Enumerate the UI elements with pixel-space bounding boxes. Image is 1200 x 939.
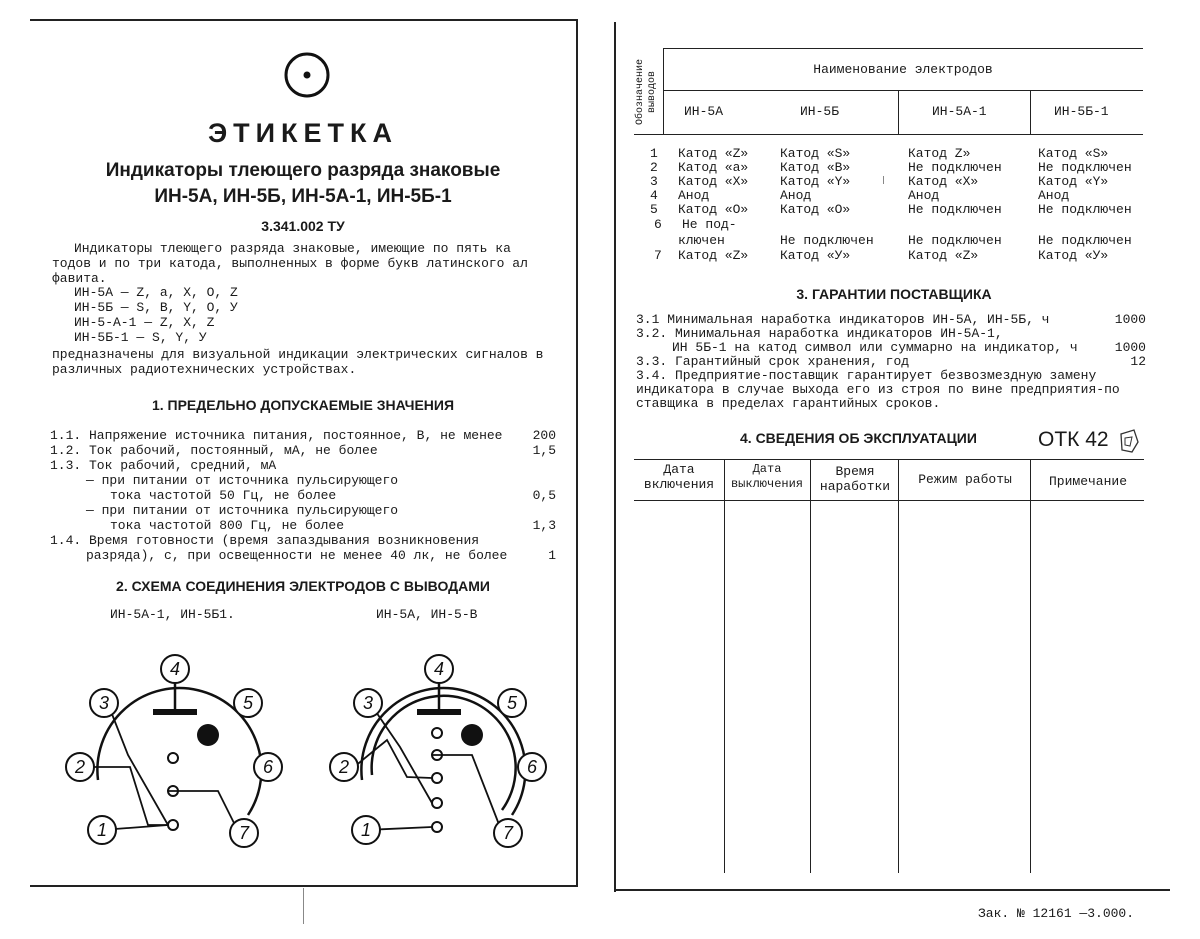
spec-value: 1,5 <box>532 443 556 458</box>
spec-text: — при питании от источника пульсирующего <box>86 503 399 518</box>
section1-list <box>50 428 556 568</box>
intro-line: Индикаторы тлеющего разряда знаковые, имеющие по пять ка <box>74 241 511 256</box>
section4-title: 4. СВЕДЕНИЯ ОБ ЭКСПЛУАТАЦИИ <box>740 430 977 446</box>
heading-line2: ИН-5А, ИН-5Б, ИН-5А-1, ИН-5Б-1 <box>154 186 452 207</box>
spec-value: 1,3 <box>532 518 556 533</box>
pin-diagram-in5a <box>322 645 562 855</box>
log-col-header: Режим работы <box>918 472 1012 487</box>
section1-title: 1. ПРЕДЕЛЬНО ДОПУСКАЕМЫЕ ЗНАЧЕНИЯ <box>151 397 455 413</box>
crop-mark <box>303 888 304 924</box>
col-header: ИН-5А-1 <box>932 104 987 119</box>
log-col-header: Дата выключения <box>730 462 803 491</box>
heading-line1: Индикаторы тлеющего разряда знаковые <box>105 160 501 181</box>
log-col-header: Время наработки <box>819 464 891 494</box>
tu-number: 3.341.002 ТУ <box>261 218 345 234</box>
intro-line: фавита. <box>52 271 107 286</box>
print-order-footer: Зак. № 12161 —3.000. <box>978 906 1135 921</box>
table-header-main: Наименование электродов <box>813 62 993 77</box>
spec-value: 1 <box>548 548 556 563</box>
section2-title: 2. СХЕМА СОЕДИНЕНИЯ ЭЛЕКТРОДОВ С ВЫВОДАМИ <box>116 578 490 594</box>
spec-text: 1.3. Ток рабочий, средний, мА <box>50 458 277 473</box>
table-header-side: Обозначение выводов <box>635 59 658 126</box>
spec-text: разряда), с, при освещенности не менее 40 лк, не более <box>86 548 508 563</box>
type-line: ИН-5-А-1 — Z, X, Z <box>74 315 215 330</box>
emblem-icon <box>282 50 332 100</box>
type-line: ИН-5Б-1 — S, Y, У <box>74 330 207 345</box>
svg-text:3: 3 <box>98 693 110 713</box>
spec-text: 1.4. Время готовности (время запаздывания возникновения <box>50 533 480 548</box>
spec-text: тока частотой 50 Гц, не более <box>110 488 337 503</box>
purpose-line: предназначены для визуальной индикации электрических сигналов в <box>52 347 544 362</box>
purpose-line: различных радиотехнических устройствах. <box>52 362 357 377</box>
pin-diagram-in5a1 <box>58 645 298 855</box>
section3-list: 3.1 Минимальная наработка индикаторов ИН-5А, ИН-5Б, ч 1000 3.2. Минимальная наработка индикаторов ИН-5А-1, ИН 5Б-1 на катод символ или суммарно на индикатор, ч 1000 3.3. Гарантийный срок хранения, год 12 3.4. Предприятие-поставщик гарантирует безвозмездную замену индикатора в случае выхода его из строя по вине предприятия-по ставщика в пределах гарантийных сроков. <box>636 312 1146 411</box>
svg-text:2: 2 <box>74 757 86 777</box>
svg-text:4: 4 <box>433 659 445 679</box>
svg-text:6: 6 <box>262 757 274 777</box>
svg-text:1: 1 <box>360 820 372 840</box>
svg-text:7: 7 <box>238 823 250 843</box>
col-header: ИН-5А <box>684 104 724 119</box>
svg-text:6: 6 <box>526 757 538 777</box>
scheme-right-label: ИН-5А, ИН-5-В <box>376 607 478 622</box>
otk-stamp: ОТК 42 <box>1038 428 1109 451</box>
stamp-mark-icon <box>1116 428 1142 456</box>
col-header: ИН-5Б <box>800 104 840 119</box>
scheme-left-label: ИН-5А-1, ИН-5Б1. <box>110 607 235 622</box>
label-title: ЭТИКЕТКА <box>207 118 399 148</box>
svg-text:1: 1 <box>96 820 108 840</box>
type-line: ИН-5Б — S, B, Y, O, У <box>74 300 238 315</box>
svg-text:4: 4 <box>169 659 181 679</box>
spec-value: 0,5 <box>532 488 556 503</box>
pin-table-body: 1 Катод «Z» Катод «S» Катод Z» Катод «S» 2 Катод «а» Катод «В» Не подключен Не подключен 3 Катод «X» Катод «Y» Катод «X» Катод «Y» 4 Анод Анод Анод Анод 5 Катод «О» Катод «О» Не подключен Не подключен 6 Не под- ключен Не подключен Не подключен Не подключен 7 Катод «Z» Катод «У» Катод «Z» Катод «У» <box>650 146 1132 263</box>
log-col-header: Дата включения <box>643 462 715 492</box>
type-line: ИН-5А — Z, a, X, O, Z <box>74 285 238 300</box>
spec-text: 1.1. Напряжение источника питания, постоянное, В, не менее <box>50 428 503 443</box>
spec-value: 200 <box>532 428 556 443</box>
spec-text: 1.2. Ток рабочий, постоянный, мА, не более <box>50 443 378 458</box>
svg-text:2: 2 <box>338 757 350 777</box>
intro-line: тодов и по три катода, выполненных в форме букв латинского ал <box>52 256 528 271</box>
svg-text:5: 5 <box>506 693 518 713</box>
crop-mark <box>883 176 884 184</box>
col-header: ИН-5Б-1 <box>1054 104 1109 119</box>
section3-title: 3. ГАРАНТИИ ПОСТАВЩИКА <box>796 286 992 302</box>
log-col-header: Примечание <box>1048 474 1127 489</box>
spec-text: — при питании от источника пульсирующего <box>86 473 399 488</box>
spec-text: тока частотой 800 Гц, не более <box>110 518 345 533</box>
svg-text:3: 3 <box>362 693 374 713</box>
svg-text:7: 7 <box>502 823 514 843</box>
svg-text:5: 5 <box>242 693 254 713</box>
